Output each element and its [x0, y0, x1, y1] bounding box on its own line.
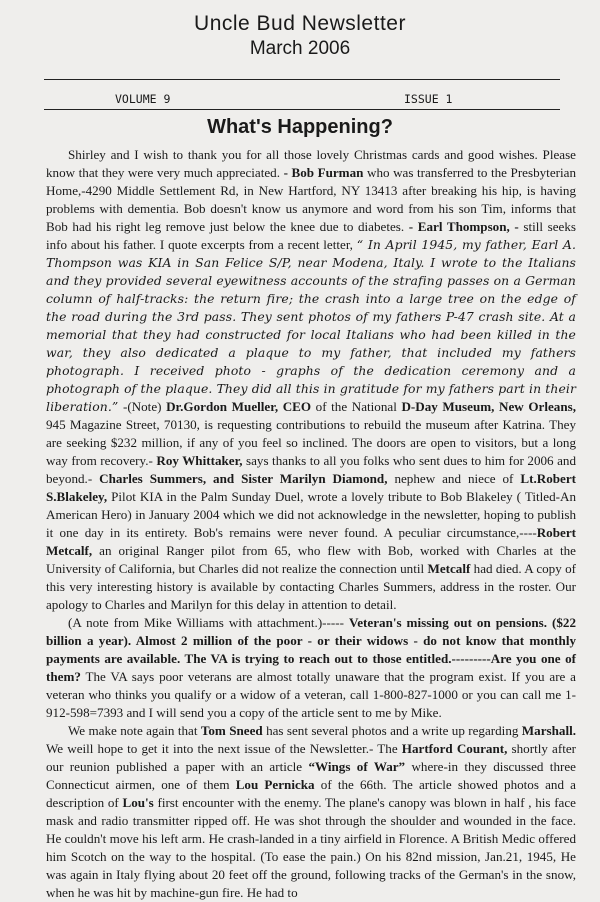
letter-quote: “ In April 1945, my father, Earl A. Thompson was KIA in San Felice S/P, near Modena, Italy. I wrote to the Italians and they provided several eyewitness accounts of the strafing passes on a German column of half-tracks: the return fire; the crash into a large tree on the edge of the road during the 3rd pass. They sent photos of my fathers P-47 crash site. At a memorial that they had constructed for local Italians who had been killed in the war, they also dedicated a plaque to my father, that included my fathers photograph. I received photo - graphs of the dedication ceremony and a photograph of the plaque. They did all this in gratitude for my fathers part in their liberation.” [46, 237, 576, 414]
newsletter-title: Uncle Bud Newsletter [194, 12, 406, 35]
text: We weill hope to get it into the next issue of the Newsletter.- The [46, 741, 398, 756]
bottom-divider [44, 109, 560, 110]
paragraph-2 [46, 614, 576, 722]
article-title: “Wings of War” [308, 759, 406, 774]
issue-date: March 2006 [249, 38, 351, 59]
text: The VA says poor veterans are almost totally unaware that the program exist. If you are a veteran who thinks you qualify or a widow of a veteran, call 1-800-827-1000 or you can call me 1-912-598=7393 and I will send you a copy of the article sent to me by Mike. [46, 669, 576, 720]
text: -(Note) [122, 399, 162, 414]
person-name: Roy Whittaker, [156, 453, 243, 468]
text: of the 66th. The article showed photos and a description of [46, 777, 576, 810]
text: first encounter with the enemy. The plane's canopy was blown in half , his face mask and radio transmitter ripped off. He was shot through the shoulder and wounded in the face. He couldn't move his left arm. He crash-landed in a tiny airfield in Florence. A British Medic offered him Scotch on the way to the hospital. (To ease the pain.) On his 82nd mission, Jan.21, 1945, He was again in Italy flying about 20 feet off the ground, following tracks of the German's in the snow, when he was hit by machine-gun fire. He had to [46, 795, 576, 900]
text: an original Ranger pilot from 65, who flew with Bob, worked with Charles at the University of California, but Charles did not realize the connection until [46, 543, 576, 576]
text: shortly after our reunion published a paper with an article [46, 741, 576, 774]
person-name: Dr.Gordon Mueller, CEO [166, 399, 312, 414]
person-name: Metcalf [427, 561, 471, 576]
text: still seeks info about his father. I quote excerpts from a recent letter, [46, 219, 576, 252]
paragraph-3 [46, 722, 576, 902]
text: who was transferred to the Presbyterian Home,-4290 Middle Settlement Rd, in New Hartford, NY 13413 after breaking his hip, is having problems with dementia. Bob doesn't know us anymore and word from his son Tim, informs that Bob had his right leg remove just below the knee due to diabetes. [46, 165, 576, 234]
text: Shirley and I wish to thank you for all those lovely Christmas cards and good wishes. Please know that they were very much appreciated. [46, 147, 576, 180]
person-name: - Earl Thompson, - [408, 219, 519, 234]
text: (A note from Mike Williams with attachment.)----- [68, 615, 344, 630]
person-name: Marshall. [521, 723, 576, 738]
person-name: Charles Summers, and Sister Marilyn Diamond, [99, 471, 388, 486]
text: says thanks to all you folks who sent dues to him for 2006 and beyond.- [46, 453, 576, 486]
issue-label: ISSUE 1 [404, 92, 453, 106]
organization-name: Hartford Courant, [401, 741, 508, 756]
person-name: Lou Pernicka [235, 777, 315, 792]
person-name: Tom Sneed [200, 723, 263, 738]
volume-label: VOLUME 9 [115, 92, 171, 106]
text: had died. A copy of this very interesting history is available by contacting Charles Summers, address in the roster. Our apology to Charles and Marilyn for this delay in attention to detail. [46, 561, 576, 612]
person-name: Lt.Robert S.Blakeley, [46, 471, 577, 504]
text: 945 Magazine Street, 70130, is requesting contributions to rebuild the museum after Katrina. They are seeking $232 million, if any of you feel so inclined. The doors are open to visitors, but a long way from recovery.- [46, 417, 576, 468]
person-name: Robert Metcalf, [46, 525, 576, 558]
organization-name: D-Day Museum, New Orleans, [401, 399, 576, 414]
paragraph-1 [46, 146, 576, 614]
top-divider [44, 79, 560, 80]
text: Pilot KIA in the Palm Sunday Duel, wrote a lovely tribute to Bob Blakeley ( Titled-An American Hero) in January 2004 which we did not acknowledge in the newsletter, hoping to publish it one day in its entirety. Bob's remains were never found. A peculiar circumstance,---- [46, 489, 576, 540]
text: We make note again that [68, 723, 198, 738]
text: nephew and niece of [394, 471, 514, 486]
text: of the National [315, 399, 397, 414]
text: where-in they discussed three Connecticut airmen, one of them [46, 759, 576, 792]
article-body [46, 146, 576, 902]
text: has sent several photos and a write up regarding [266, 723, 519, 738]
pension-notice: Veteran's missing out on pensions. ($22 billion a year). Almost 2 million of the poor - or their widows - do not know that monthly payments are available. The VA is trying to reach out to those entitled.---------Are you one of them? [46, 615, 576, 684]
section-headline: What's Happening? [207, 116, 393, 138]
person-name: - Bob Furman [283, 165, 364, 180]
person-name: Lou's [122, 795, 154, 810]
